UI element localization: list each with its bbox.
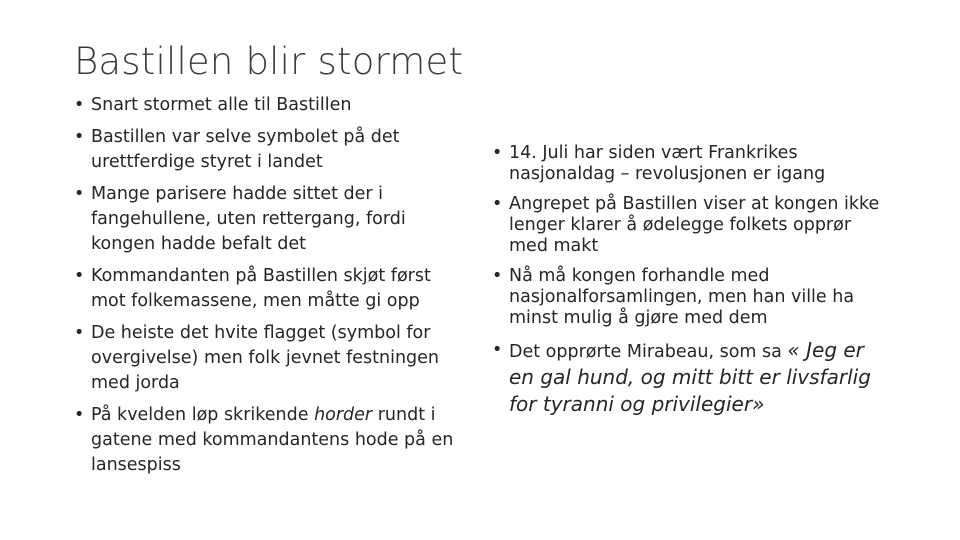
left-bullet-list: [74, 93, 469, 485]
list-item: • 14. Juli har siden vært Frankrikes nasjonaldag – revolusjonen er igang: [492, 143, 892, 185]
list-item: • Angrepet på Bastillen viser at kongen ikke lenger klarer å ødelegge folkets opprør med makt: [492, 194, 892, 257]
quote-text: « Jeg er en gal hund, og mitt bitt er livsfarlig for tyranni og privilegier»: [509, 338, 871, 416]
list-item: • Snart stormet alle til Bastillen: [74, 93, 469, 118]
list-item: • De heiste det hvite flagget (symbol for overgivelse) men folk jevnet festningen med jorda: [74, 321, 469, 396]
list-item: • Bastillen var selve symbolet på det urettferdige styret i landet: [74, 125, 469, 175]
list-item: [74, 403, 469, 478]
emphasis-text: horder: [314, 405, 373, 425]
list-item-text: Det opprørte Mirabeau, som sa: [509, 342, 788, 362]
list-item-text: På kvelden løp skrikende: [91, 405, 315, 425]
right-bullet-list: [492, 143, 892, 428]
list-item: • Kommandanten på Bastillen skjøt først mot folkemassene, men måtte gi opp: [74, 264, 469, 314]
list-item-text: rundt i gatene med kommandantens hode på en lansespiss: [91, 405, 454, 475]
list-item: • Nå må kongen forhandle med nasjonalforsamlingen, men han ville ha minst mulig å gjøre med dem: [492, 266, 892, 329]
list-item: • Mange parisere hadde sittet der i fangehullene, uten rettergang, fordi kongen hadde befalt det: [74, 182, 469, 257]
slide-title: Bastillen blir stormet: [74, 40, 464, 83]
list-item: [492, 338, 892, 419]
